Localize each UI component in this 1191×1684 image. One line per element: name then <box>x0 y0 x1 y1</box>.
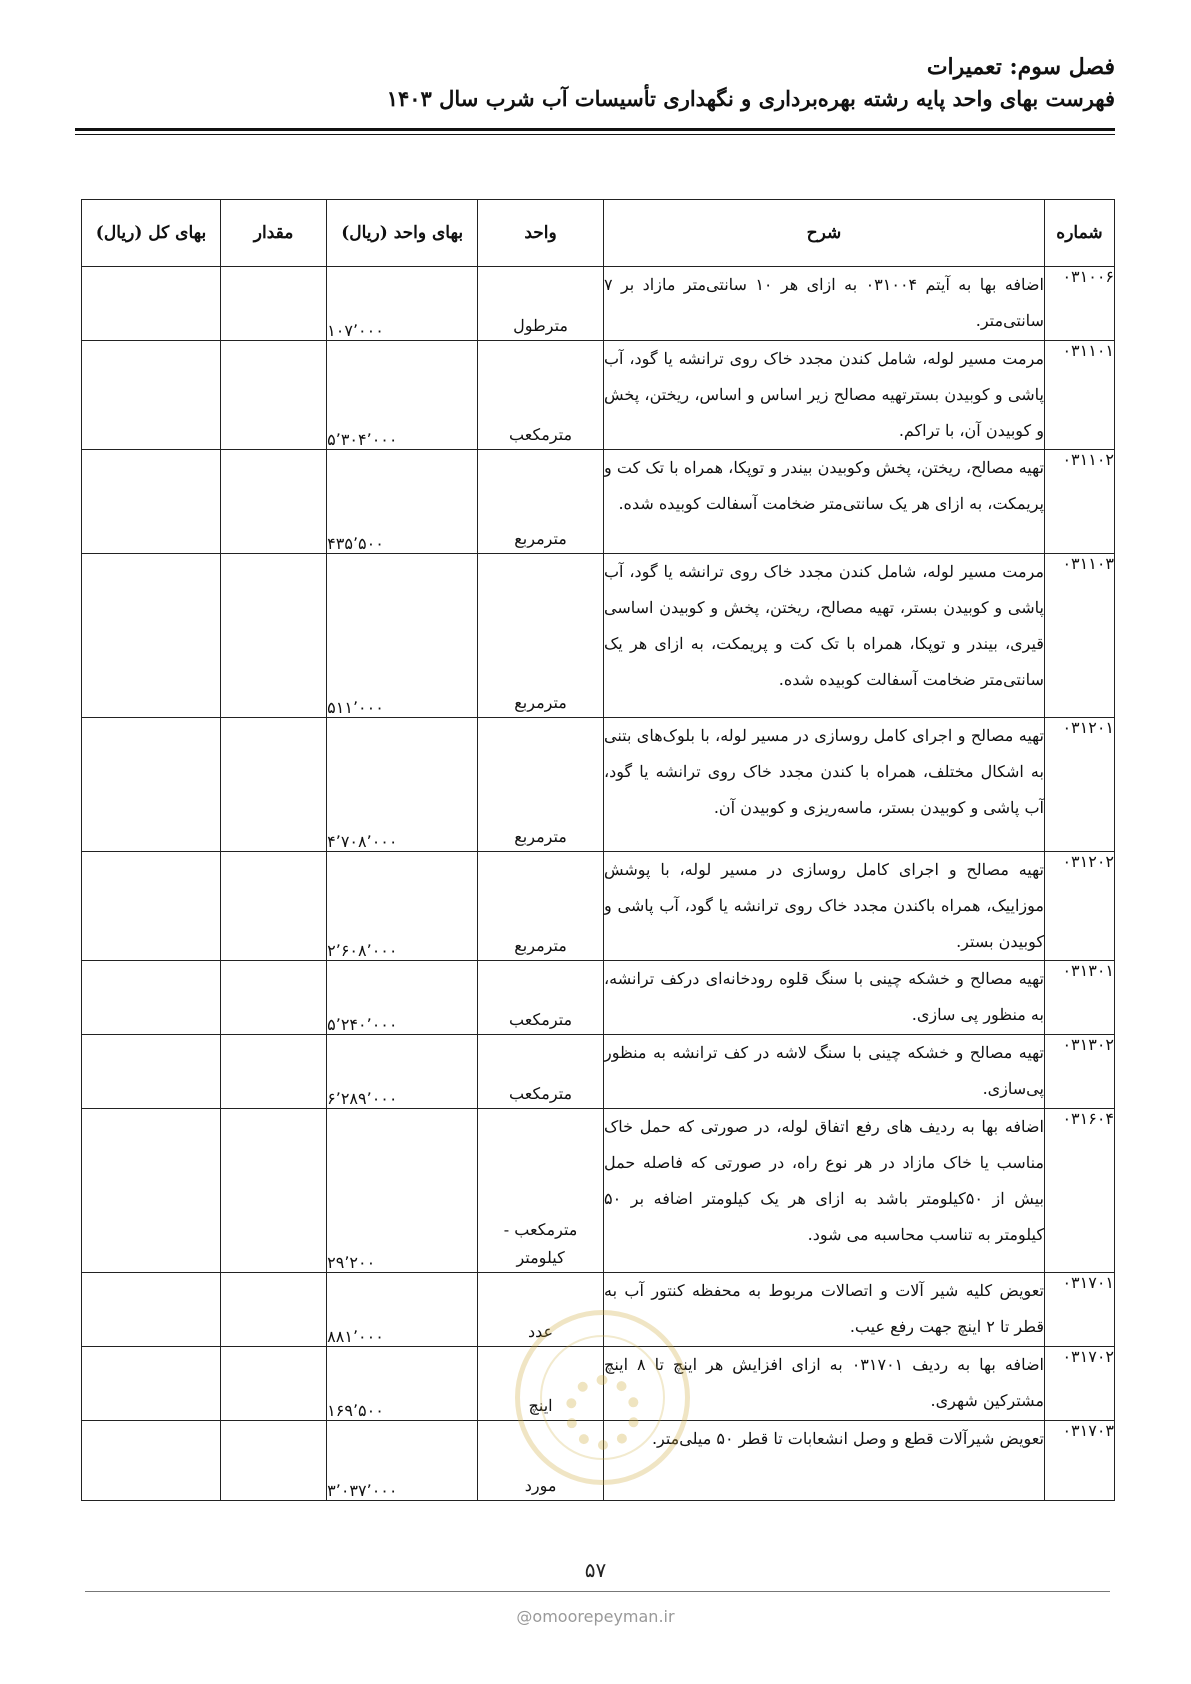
item-total <box>82 718 221 852</box>
footer-rule <box>85 1591 1110 1592</box>
item-total <box>82 341 221 450</box>
item-code: ۰۳۱۳۰۱ <box>1044 961 1114 1035</box>
item-code: ۰۳۱۲۰۲ <box>1044 852 1114 961</box>
item-quantity <box>221 341 327 450</box>
item-description: تهیه مصالح، ریختن، پخش وکوبیدن بیندر و توپکا، همراه با تک کت و پریمکت، به ازای هر یک سانتی‌متر ضخامت آسفالت کوبیده شده. <box>603 450 1044 554</box>
item-total <box>82 450 221 554</box>
item-unit-price: ۵٬۳۰۴٬۰۰۰ <box>327 341 478 450</box>
item-code: ۰۳۱۲۰۱ <box>1044 718 1114 852</box>
item-total <box>82 1421 221 1501</box>
table-row <box>82 450 1115 554</box>
item-unit-price: ۴٬۷۰۸٬۰۰۰ <box>327 718 478 852</box>
item-code: ۰۳۱۱۰۳ <box>1044 554 1114 718</box>
item-description: اضافه بها به ردیف های رفع اتفاق لوله، در صورتی که حمل خاک مناسب یا خاک مازاد در هر نوع راه، در صورتی که فاصله حمل بیش از ۵۰کیلومتر باشد به ازای هر یک کیلومتر اضافه بر ۵۰ کیلومتر به تناسب محاسبه می شود. <box>603 1109 1044 1273</box>
item-unit-price: ۱۶۹٬۵۰۰ <box>327 1347 478 1421</box>
item-description: تهیه مصالح و اجرای کامل روسازی در مسیر لوله، با بلوک‌های بتنی به اشکال مختلف، همراه با کندن مجدد خاک روی ترانشه یا گود، آب پاشی و کوبیدن بستر، ماسه‌ریزی و کوبیدن آن. <box>603 718 1044 852</box>
item-unit: مترمربع <box>478 450 604 554</box>
item-quantity <box>221 1421 327 1501</box>
column-header-price: بهای واحد (ریال) <box>327 200 478 267</box>
item-quantity <box>221 961 327 1035</box>
item-unit-price: ۲٬۶۰۸٬۰۰۰ <box>327 852 478 961</box>
table-header-row <box>82 200 1115 267</box>
item-code: ۰۳۱۰۰۶ <box>1044 267 1114 341</box>
item-unit-price: ۵۱۱٬۰۰۰ <box>327 554 478 718</box>
item-quantity <box>221 718 327 852</box>
item-unit-price: ۴۳۵٬۵۰۰ <box>327 450 478 554</box>
item-unit-price: ۳٬۰۳۷٬۰۰۰ <box>327 1421 478 1501</box>
column-header-total: بهای کل (ریال) <box>82 200 221 267</box>
header-rule-thick <box>75 128 1115 131</box>
table-row <box>82 852 1115 961</box>
item-unit: مترمربع <box>478 718 604 852</box>
website-link[interactable]: @omoorepeyman.ir <box>516 1607 675 1626</box>
item-description: تعویض شیرآلات قطع و وصل انشعابات تا قطر ۵۰ میلی‌متر. <box>603 1421 1044 1501</box>
table-row <box>82 554 1115 718</box>
item-total <box>82 852 221 961</box>
item-total <box>82 1035 221 1109</box>
item-code: ۰۳۱۷۰۱ <box>1044 1273 1114 1347</box>
table-row <box>82 1109 1115 1273</box>
item-unit: مترمربع <box>478 852 604 961</box>
item-total <box>82 1273 221 1347</box>
document-subtitle: فهرست بهای واحد پایه رشته بهره‌برداری و نگهداری تأسیسات آب شرب سال ۱۴۰۳ <box>386 86 1115 111</box>
price-list-table <box>81 199 1115 1501</box>
item-unit: مترمکعب <box>478 341 604 450</box>
column-header-unit: واحد <box>478 200 604 267</box>
item-description: تهیه مصالح و خشکه چینی با سنگ لاشه در کف ترانشه به منظور پی‌سازی. <box>603 1035 1044 1109</box>
table-row <box>82 961 1115 1035</box>
item-unit: مترمربع <box>478 554 604 718</box>
item-quantity <box>221 1109 327 1273</box>
item-description: تهیه مصالح و اجرای کامل روسازی در مسیر لوله، با پوشش موزاییک، همراه باکندن مجدد خاک روی ترانشه یا گود، آب پاشی و کوبیدن بستر. <box>603 852 1044 961</box>
item-total <box>82 961 221 1035</box>
page-number: ۵۷ <box>584 1558 607 1582</box>
column-header-desc: شرح <box>603 200 1044 267</box>
item-description: مرمت مسیر لوله، شامل کندن مجدد خاک روی ترانشه یا گود، آب پاشی و کوبیدن بستر، تهیه مصالح، ریختن، پخش و کوبیدن اساسی قیری، بیندر و توپکا، همراه با تک کت و پریمکت، به ازای هر یک سانتی‌متر ضخامت آسفالت کوبیده شده. <box>603 554 1044 718</box>
chapter-title: فصل سوم: تعمیرات <box>926 54 1115 80</box>
item-unit-price: ۱۰۷٬۰۰۰ <box>327 267 478 341</box>
table-row <box>82 341 1115 450</box>
header-rule-thin <box>75 134 1115 135</box>
item-code: ۰۳۱۱۰۱ <box>1044 341 1114 450</box>
item-unit: مترمکعب <box>478 961 604 1035</box>
item-description: اضافه بها به آیتم ۰۳۱۰۰۴ به ازای هر ۱۰ سانتی‌متر مازاد بر ۷ سانتی‌متر. <box>603 267 1044 341</box>
item-unit-price: ۸۸۱٬۰۰۰ <box>327 1273 478 1347</box>
item-description: تهیه مصالح و خشکه چینی با سنگ قلوه رودخانه‌ای درکف ترانشه، به منظور پی سازی. <box>603 961 1044 1035</box>
item-description: مرمت مسیر لوله، شامل کندن مجدد خاک روی ترانشه یا گود، آب پاشی و کوبیدن بسترتهیه مصالح زیر اساس و اساس، ریختن، پخش و کوبیدن آن، با تراکم. <box>603 341 1044 450</box>
column-header-qty: مقدار <box>221 200 327 267</box>
item-total <box>82 1347 221 1421</box>
item-quantity <box>221 554 327 718</box>
table-row <box>82 1035 1115 1109</box>
item-unit: مترطول <box>478 267 604 341</box>
item-code: ۰۳۱۷۰۳ <box>1044 1421 1114 1501</box>
item-code: ۰۳۱۷۰۲ <box>1044 1347 1114 1421</box>
item-quantity <box>221 267 327 341</box>
item-code: ۰۳۱۶۰۴ <box>1044 1109 1114 1273</box>
item-total <box>82 267 221 341</box>
publisher-seal-watermark <box>515 1310 690 1485</box>
item-code: ۰۳۱۱۰۲ <box>1044 450 1114 554</box>
item-unit: اینچ <box>478 1347 604 1421</box>
item-total <box>82 554 221 718</box>
item-quantity <box>221 1035 327 1109</box>
item-unit-price: ۵٬۲۴۰٬۰۰۰ <box>327 961 478 1035</box>
item-description: تعویض کلیه شیر آلات و اتصالات مربوط به محفظه کنتور آب به قطر تا ۲ اینچ جهت رفع عیب. <box>603 1273 1044 1347</box>
item-quantity <box>221 450 327 554</box>
item-unit: مورد <box>478 1421 604 1501</box>
page-header <box>76 52 1115 116</box>
table-row <box>82 267 1115 341</box>
item-unit: مترمکعب <box>478 1035 604 1109</box>
item-quantity <box>221 852 327 961</box>
item-quantity <box>221 1273 327 1347</box>
item-total <box>82 1109 221 1273</box>
item-unit: مترمکعب - کیلومتر <box>478 1109 604 1273</box>
column-header-code: شماره <box>1044 200 1114 267</box>
item-quantity <box>221 1347 327 1421</box>
item-unit: عدد <box>478 1273 604 1347</box>
item-description: اضافه بها به ردیف ۰۳۱۷۰۱ به ازای افزایش هر اینچ تا ۸ اینچ مشترکین شهری. <box>603 1347 1044 1421</box>
item-unit-price: ۶٬۲۸۹٬۰۰۰ <box>327 1035 478 1109</box>
table-row <box>82 718 1115 852</box>
item-code: ۰۳۱۳۰۲ <box>1044 1035 1114 1109</box>
item-unit-price: ۲۹٬۲۰۰ <box>327 1109 478 1273</box>
gear-icon <box>565 1375 640 1450</box>
